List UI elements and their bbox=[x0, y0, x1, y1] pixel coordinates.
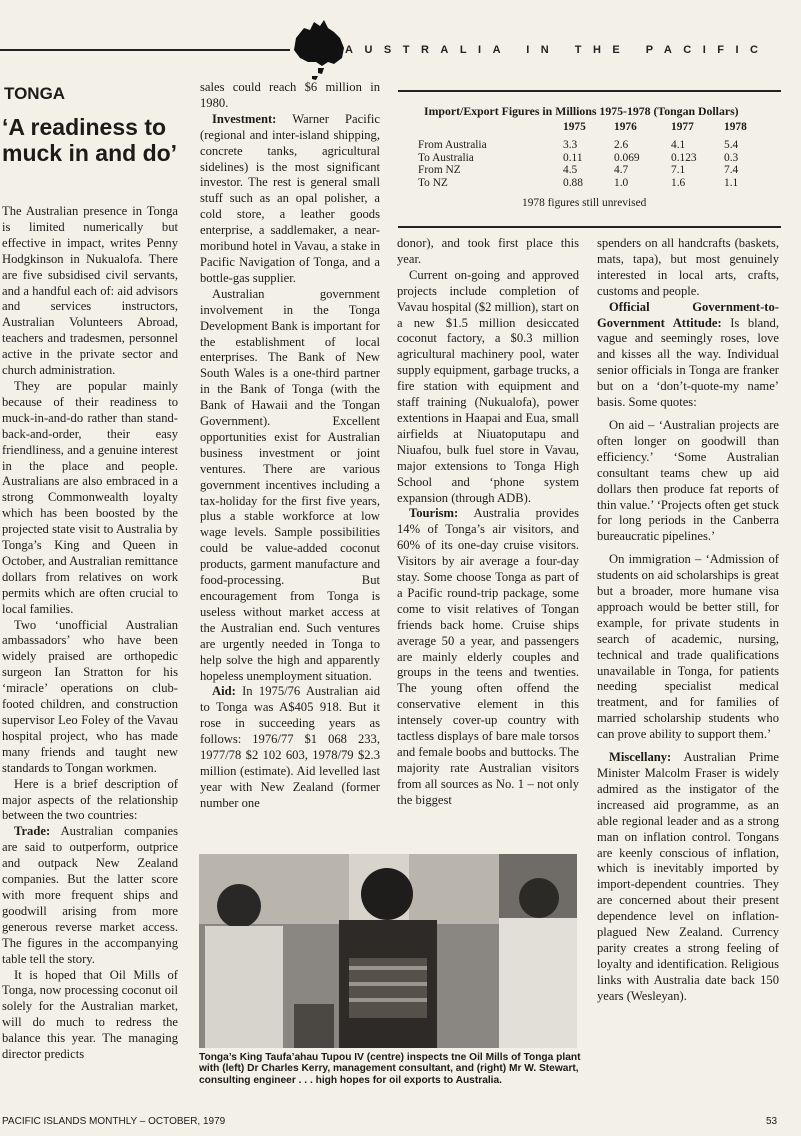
year-1976: 1976 bbox=[614, 121, 637, 133]
tourism-lead: Tourism: bbox=[409, 506, 459, 521]
col1-para-3: Two ‘unofficial Australian ambassadors’ who have been widely praised are orthopedic surgeon Ian Stratton for his ‘miracle’ operations on club-footed children, and construction supervisor Leo Foley of the Vavau hospital project, who has made many friends and taught new standards to Tongan workmen. bbox=[2, 617, 178, 775]
trade-text: Australian companies are said to outperform, outprice and outpack New Zealand companies. But the latter score with more frequent ships and goodwill arising from more generous reverse market access. The figures in the accompanying table tell the story. bbox=[2, 824, 178, 966]
cell: 1.0 bbox=[614, 176, 629, 189]
col3-para-2: Current on-going and approved projects include completion of Vavau hospital ($2 million), start on a new $1.5 million desiccated coconut factory, a $0.3 million agricultural machinery pool, water supply equipment, garbage trucks, a fire station with equipment and staff training (Nukualofa), power extentions in Haapai and Eua, small airfields at Niuatoputapu and Niuafou, bulk fuel store in Vavau, major extensions to Tonga High School and ‘phone system expansion (through ADB). bbox=[397, 267, 579, 505]
row-label: To Australia bbox=[418, 151, 474, 164]
col1-para-2: They are popular mainly because of their readiness to muck-in-and-do rather than stand-back-and-order, their easy friendliness, and a genuine interest in the place and people. Australians are also embraced in a strong Commonwealth loyalty which has been boosted by the projected state visit to Australia by Tonga’s King and Queen in October, and Australian remittance dollars from relatives on work permits which are often crucial to local families. bbox=[2, 378, 178, 616]
investment-text: Warner Pacific (regional and inter-island shipping, concrete tanks, agricultural sidelines) is the most significant investor. The rest is general small stuff such as an opal polisher, a cold store, a leather goods enterprise, a saddlemaker, a near-moribund hotel in Vavau, a stake in Pacific Navigation of Tonga, and a bottle-gas supplier. bbox=[200, 111, 380, 285]
col2-para-start: sales could reach $6 million in 1980. bbox=[200, 80, 380, 110]
col4-misc-para bbox=[597, 750, 779, 1005]
column-1 bbox=[2, 204, 178, 1063]
miscellany-text: Australian Prime Minister Malcolm Fraser is widely admired as the instigator of the increased aid programme, as an able regional leader and as a strong man on inflation control. Tongans are keenly conscious of inflation, which is inevitably imported by import-dependent countries. They are concerned about their present dependence level on inflation-plagued New Zealand. Currency parity creates a strong feeling of loyalty and identification. Religious links with Australia date back 150 years (Wesleyan). bbox=[597, 750, 779, 1003]
col4-para-3: On aid – ‘Australian projects are often longer on goodwill than efficiency.’ ‘Some Australian consultant teams chew up aid dollars then produce fat reports of thin value.’ ‘Projects often get stuck for long periods in the Canberra bureaucratic pipelines.’ bbox=[597, 417, 779, 544]
col1-para-1: The Australian presence in Tonga is limited numerically but effective in impact, writes Penny Hodgkinson in Nukualofa. There are five subsidised civil servants, and a handful each of: aid advisors and services instructors, Australian Volunteers Abroad, teachers and tradesmen, personnel active in the private sector and church administration. bbox=[2, 204, 178, 378]
figures-table bbox=[418, 121, 764, 189]
footer-publication: PACIFIC ISLANDS MONTHLY – OCTOBER, 1979 bbox=[2, 1116, 226, 1127]
cell: 0.3 bbox=[724, 151, 739, 164]
page-number: 53 bbox=[766, 1116, 778, 1127]
cell: 2.6 bbox=[614, 139, 629, 152]
col2-invest-para bbox=[200, 112, 380, 287]
cell: 4.7 bbox=[614, 164, 629, 177]
cell: 3.3 bbox=[563, 139, 578, 152]
col1-para-end: It is hoped that Oil Mills of Tonga, now processing coconut oil solely for the Australian market, will do much to redress the balance this year. The managing director predicts bbox=[2, 967, 178, 1062]
miscellany-lead: Miscellany: bbox=[609, 750, 672, 765]
cell: 0.069 bbox=[614, 151, 640, 164]
column-4 bbox=[597, 236, 779, 1005]
table-top-rule bbox=[398, 90, 781, 92]
cell: 0.88 bbox=[563, 176, 583, 189]
cell: 7.4 bbox=[724, 164, 739, 177]
table-bottom-rule bbox=[398, 226, 781, 228]
trade-lead: Trade: bbox=[14, 824, 51, 839]
cell: 1.6 bbox=[671, 176, 686, 189]
tourism-text: Australia provides 14% of Tonga’s air visitors, and 60% of its one-day cruise visitors. Visitors by air average a four-day stay. Some choose Tonga as part of a Pacific round-trip package, some come to visit relatives of Tongan friends back home. Cruise ships average 50 a year, and passengers are mainly elderly couples and groups in the teens and twenties. The young often offend the conservative element in this intensely cover-up country with tactless displays of bare male torsos and female boobs and buttocks. The majority rate Australian visitors from all sources as No. 1 – not only the biggest bbox=[397, 506, 579, 807]
col2-para-2: Australian government involvement in the Tonga Development Bank is important for the establishment of local enterprises. The Bank of New South Wales is a one-third partner in the Bank of Tonga (with the Bank of Hawaii and the Tongan Government). Excellent opportunities exist for Australian business investment or joint ventures. There are various government incentives including a tax-holiday for the first five years, plus a stable workforce at low wage levels. Sample possibilities could be value-added coconut products, garment manufacture and food-processing. But encouragement from Tonga is useless without market access at the Australian end. Such ventures are urgently needed in Tonga to help solve the high and apparently hopeless unemployment situation. bbox=[200, 286, 380, 683]
col1-trade-para bbox=[2, 824, 178, 967]
col1-para-4: Here is a brief description of major aspects of the relationship between the two countries: bbox=[2, 776, 178, 823]
col4-official-para bbox=[597, 300, 779, 411]
column-2 bbox=[200, 80, 380, 812]
official-lead: Official Government-to-Government Attitude: bbox=[597, 299, 779, 330]
aid-lead: Aid: bbox=[212, 684, 236, 699]
year-1977: 1977 bbox=[671, 121, 694, 133]
table-row bbox=[418, 152, 764, 164]
row-label: From NZ bbox=[418, 164, 461, 177]
cell: 5.4 bbox=[724, 139, 739, 152]
cell: 1.1 bbox=[724, 176, 739, 189]
photo-caption: Tonga’s King Taufa’ahau Tupou IV (centre) inspects tne Oil Mills of Tonga plant with (left) Dr Charles Kerry, management consultant, and (right) Mr W. Stewart, consulting engineer . . . high hopes for oil exports to Australia. bbox=[199, 1052, 581, 1086]
cell: 0.123 bbox=[671, 151, 697, 164]
col3-para-1: donor), and took first place this year. bbox=[397, 236, 579, 266]
table-note: 1978 figures still unrevised bbox=[522, 197, 647, 209]
photo-king-inspects-oil-mill bbox=[199, 854, 577, 1048]
cell: 0.11 bbox=[563, 151, 583, 164]
aid-text: In 1975/76 Australian aid to Tonga was A$405 918. But it rose in succeeding years as follows: 1976/77 $1 068 233, 1977/78 $2 102 603, 1978/79 $2.3 million (estimate). Aid levelled last year with New Zealand (former number one bbox=[200, 684, 380, 810]
table-row bbox=[418, 177, 764, 189]
year-1978: 1978 bbox=[724, 121, 747, 133]
header-kicker: AUSTRALIA IN THE PACIFIC bbox=[345, 44, 770, 56]
cell: 4.5 bbox=[563, 164, 578, 177]
row-label: To NZ bbox=[418, 176, 448, 189]
investment-lead: Investment: bbox=[212, 111, 277, 126]
cell: 7.1 bbox=[671, 164, 686, 177]
australia-map-icon bbox=[290, 16, 348, 80]
col4-para-4: On immigration – ‘Admission of students on aid scholarships is great but a broader, more humane visa approach would be better still, for example, for private students in search of academic, nursing, technical and trade qualifications unavailable in Tonga, for patients needing specialist medical treatment, and for families of married scholarship students who can prove ability to support them.’ bbox=[597, 552, 779, 742]
table-row bbox=[418, 139, 764, 151]
col4-para-1: spenders on all handcrafts (baskets, mats, tapa), but most genuinely interested in local arts, crafts, customs and people. bbox=[597, 236, 779, 298]
official-text: Is bland, vague and seemingly roses, love and kisses all the way. Individual senior officials in Tonga are franker but on a ‘don’t-quote-my name’ basis. Some quotes: bbox=[597, 315, 779, 410]
table-title: Import/Export Figures in Millions 1975-1978 (Tongan Dollars) bbox=[424, 104, 739, 118]
col3-tourism-para bbox=[397, 506, 579, 808]
headline: ‘A readiness to muck in and do’ bbox=[2, 114, 178, 166]
section-title: TONGA bbox=[4, 84, 66, 103]
header-rule-left bbox=[0, 49, 290, 51]
year-1975: 1975 bbox=[563, 121, 586, 133]
column-3 bbox=[397, 236, 579, 809]
table-row bbox=[418, 164, 764, 176]
row-label: From Australia bbox=[418, 139, 487, 152]
cell: 4.1 bbox=[671, 139, 686, 152]
table-header-row bbox=[418, 121, 764, 133]
col2-aid-para bbox=[200, 684, 380, 811]
